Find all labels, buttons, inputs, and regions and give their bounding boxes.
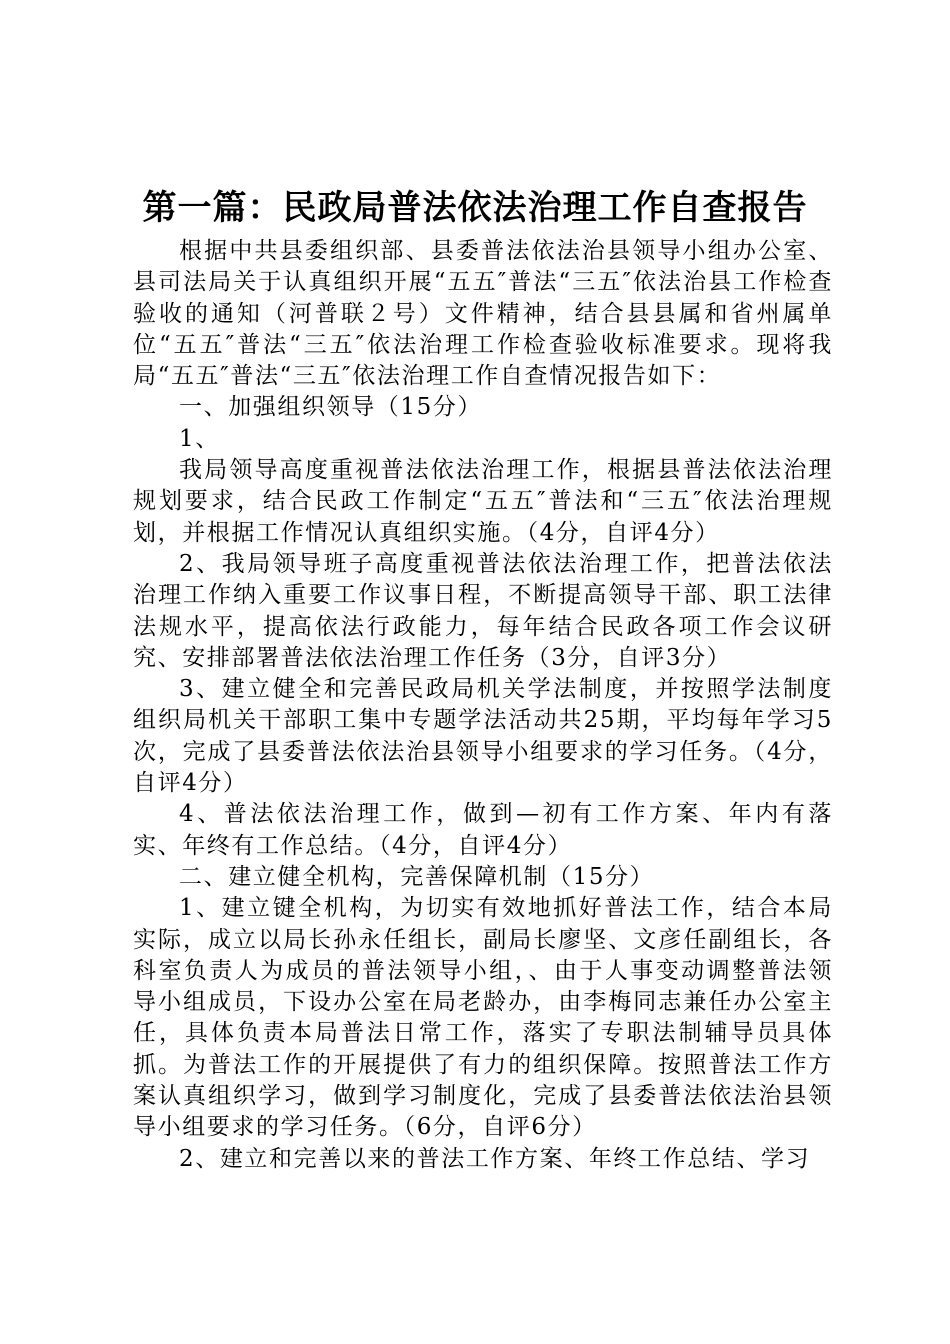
- section-heading-2: 二、建立健全机构，完善保障机制（15分）: [179, 863, 655, 890]
- paragraph-intro: 根据中共县委组织部、县委普法依法治县领导小组办公室、县司法局关于认真组织开展“五五″普法“三五″依法治县工作检查验收的通知（河普联２号）文件精神，结合县县属和省州属单位“五五″普法“三五″依法治理工作检查验收标准要求。现将我局“五五″普法“三五″依法治理工作自查情况报告如下：: [133, 238, 833, 390]
- paragraph-section2-item-2: 2、建立和完善以来的普法工作方案、年终工作总结、学习: [179, 1145, 811, 1172]
- paragraph-item-2: 2、我局领导班子高度重视普法依法治理工作，把普法依法治理工作纳入重要工作议事日程，不断提高领导干部、职工法律法规水平，提高依法行政能力，每年结合民政各项工作会议研究、安排部署普法依法治理工作任务（3分，自评3分）: [133, 550, 833, 671]
- document-body: [133, 236, 833, 1175]
- document-title: 第一篇：民政局普法依法治理工作自查报告: [142, 188, 808, 228]
- paragraph-section2-item-1: 1、建立键全机构，为切实有效地抓好普法工作，结合本局实际，成立以局长孙永任组长，副局长廖坚、文彦任副组长，各科室负责人为成员的普法领导小组，、由于人事变动调整普法领导小组成员，下设办公室在局老龄办，由李梅同志兼任办公室主任，具体负责本局普法日常工作，落实了专职法制辅导员具体抓。为普法工作的开展提供了有力的组织保障。按照普法工作方案认真组织学习，做到学习制度化，完成了县委普法依法治县领导小组要求的学习任务。（6分，自评6分）: [133, 895, 833, 1141]
- paragraph-item-1: 我局领导高度重视普法依法治理工作，根据县普法依法治理规划要求，结合民政工作制定“五五″普法和“三五″依法治理规划，并根据工作情况认真组织实施。（4分，自评4分）: [133, 457, 833, 546]
- paragraph-item-4: 4、普法依法治理工作，做到—初有工作方案、年内有落实、年终有工作总结。（4分，自评4分）: [133, 801, 833, 859]
- paragraph-item-3: 3、建立健全和完善民政局机关学法制度，并按照学法制度组织局机关干部职工集中专题学法活动共25期，平均每年学习5次，完成了县委普法依法治县领导小组要求的学习任务。（4分，自评4分）: [133, 676, 833, 797]
- item-number: 1、: [179, 425, 220, 452]
- section-heading-1: 一、加强组织领导（15分）: [179, 394, 483, 421]
